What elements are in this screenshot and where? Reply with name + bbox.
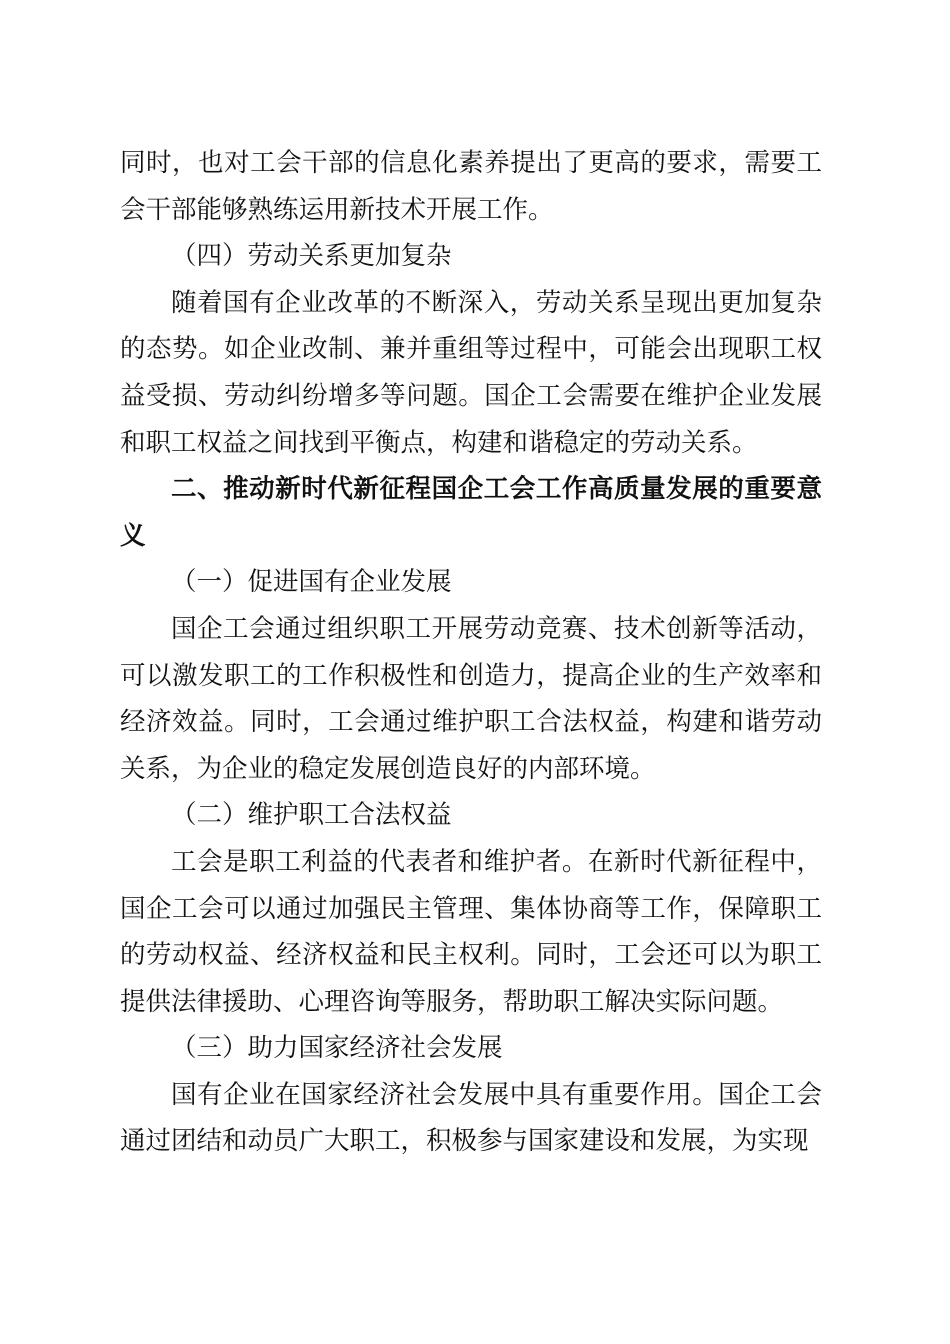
subheading-labor-relations: （四）劳动关系更加复杂: [171, 241, 452, 272]
subheading-protect-rights: （二）维护职工合法权益: [171, 800, 452, 831]
subheading-national-development: （三）助力国家经济社会发展: [171, 1033, 503, 1064]
continuation-paragraph: 同时，也对工会干部的信息化素养提出了更高的要求，需要工会干部能够熟练运用新技术开展工作。: [120, 148, 822, 225]
section-two-heading: 二、推动新时代新征程国企工会工作高质量发展的重要意义: [120, 474, 822, 551]
national-development-paragraph: 国有企业在国家经济社会发展中具有重要作用。国企工会通过团结和动员广大职工，积极参与国家建设和发展，为实现: [120, 1079, 822, 1157]
promote-enterprise-paragraph: 国企工会通过组织职工开展劳动竞赛、技术创新等活动，可以激发职工的工作积极性和创造力，提高企业的生产效率和经济效益。同时，工会通过维护职工合法权益，构建和谐劳动关系，为企业的稳定发展创造良好的内部环境。: [120, 613, 822, 784]
document-page: [120, 140, 822, 1165]
subheading-promote-enterprise: （一）促进国有企业发展: [171, 567, 452, 598]
labor-relations-paragraph: 随着国有企业改革的不断深入，劳动关系呈现出更加复杂的态势。如企业改制、兼并重组等过程中，可能会出现职工权益受损、劳动纠纷增多等问题。国企工会需要在维护企业发展和职工权益之间找到平衡点，构建和谐稳定的劳动关系。: [120, 287, 822, 458]
protect-rights-paragraph: 工会是职工利益的代表者和维护者。在新时代新征程中，国企工会可以通过加强民主管理、集体协商等工作，保障职工的劳动权益、经济权益和民主权利。同时，工会还可以为职工提供法律援助、心理咨询等服务，帮助职工解决实际问题。: [120, 846, 822, 1017]
